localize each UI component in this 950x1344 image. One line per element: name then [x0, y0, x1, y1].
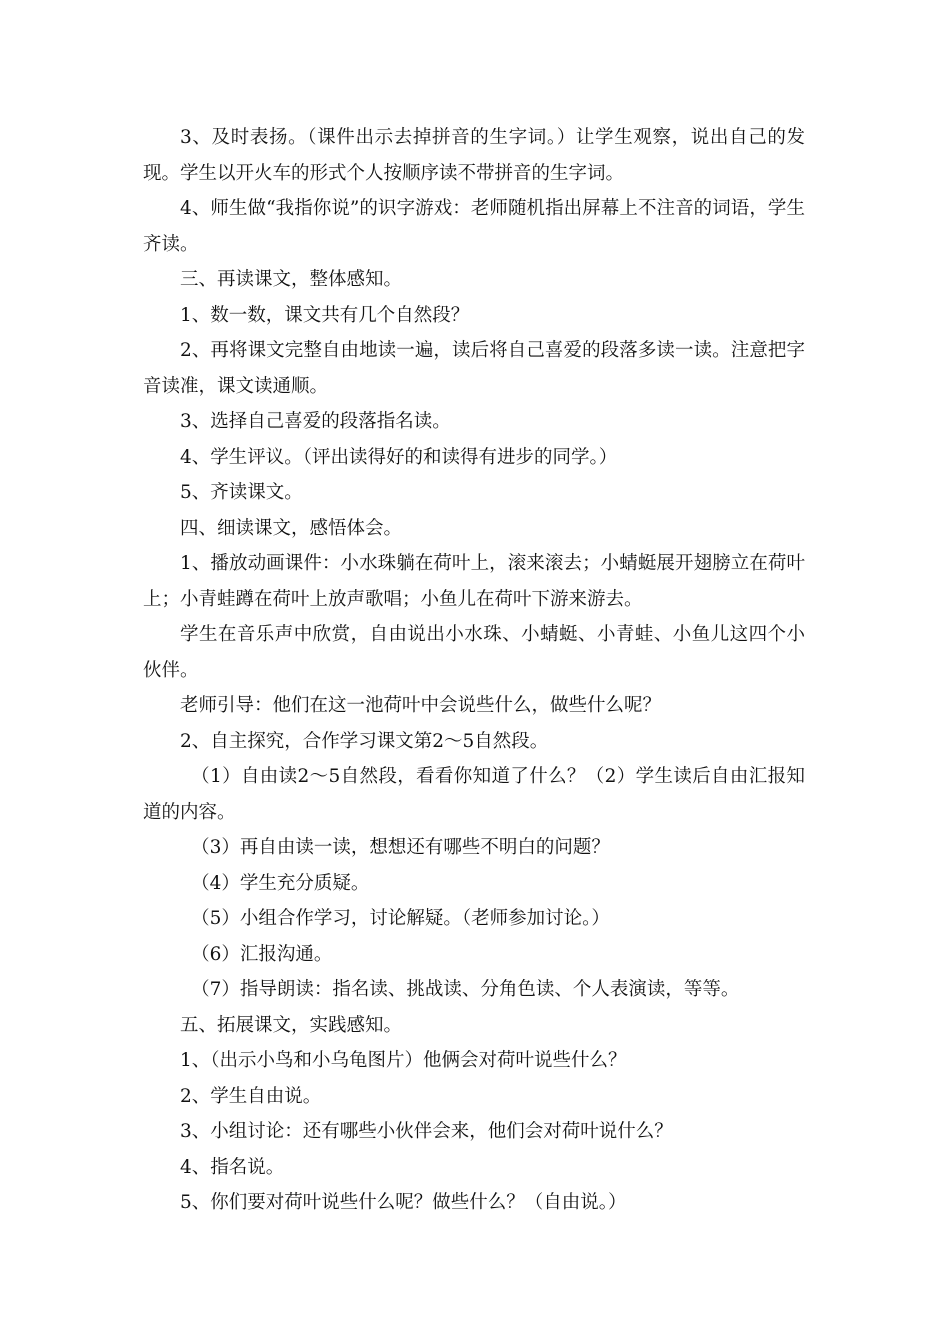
paragraph-12: 老师引导：他们在这一池荷叶中会说些什么，做些什么呢？ [180, 695, 662, 716]
section-heading-3: 三、再读课文，整体感知。 [180, 269, 403, 290]
paragraph-7: 4、学生评议。（评出读得好的和读得有进步的同学。） [180, 446, 618, 468]
sub-paragraph-19: （7）指导朗读：指名读、挑战读、分角色读、个人表演读，等等。 [191, 979, 740, 1000]
sub-paragraph-17: （5）小组合作学习，讨论解疑。（老师参加讨论。） [191, 908, 610, 929]
section-heading-4: 四、细读课文，感悟体会。 [180, 517, 403, 539]
paragraph-24: 4、指名说。 [180, 1156, 285, 1178]
paragraph-22: 2、学生自由说。 [180, 1085, 322, 1107]
paragraph-21: 1、（出示小鸟和小乌龟图片）他俩会对荷叶说些什么？ [180, 1050, 627, 1071]
paragraph-8: 5、齐读课文。 [180, 482, 303, 503]
paragraph-25: 5、你们要对荷叶说些什么呢？做些什么？（自由说。） [180, 1192, 627, 1213]
paragraph-23: 3、小组讨论：还有哪些小伙伴会来，他们会对荷叶说什么？ [180, 1121, 673, 1142]
paragraph-1: 3、及时表扬。（课件出示去掉拼音的生字词。）让学生观察，说出自己的发现。学生以开火车的形式个人按顺序读不带拼音的生字词。 [143, 127, 805, 184]
paragraph-2: 4、师生做“我指你说”的识字游戏：老师随机指出屏幕上不注音的词语，学生齐读。 [143, 198, 805, 255]
sub-paragraph-18: （6）汇报沟通。 [191, 943, 333, 965]
section-heading-5: 五、拓展课文，实践感知。 [180, 1014, 403, 1036]
sub-paragraph-14: （1）自由读2～5自然段，看看你知道了什么？（2）学生读后自由汇报知道的内容。 [143, 766, 805, 823]
paragraph-11: 学生在音乐声中欣赏，自由说出小水珠、小蜻蜓、小青蛙、小鱼儿这四个小伙伴。 [143, 624, 805, 681]
paragraph-5: 2、再将课文完整自由地读一遍，读后将自己喜爱的段落多读一读。注意把字音读准，课文读通顺。 [143, 340, 805, 397]
sub-paragraph-15: （3）再自由读一读，想想还有哪些不明白的问题？ [191, 837, 610, 858]
paragraph-13: 2、自主探究，合作学习课文第2～5自然段。 [180, 730, 549, 752]
sub-paragraph-16: （4）学生充分质疑。 [191, 872, 370, 894]
paragraph-10: 1、播放动画课件：小水珠躺在荷叶上，滚来滚去；小蜻蜓展开翅膀立在荷叶上；小青蛙蹲在荷叶上放声歌唱；小鱼儿在荷叶下游来游去。 [143, 553, 805, 610]
paragraph-6: 3、选择自己喜爱的段落指名读。 [180, 411, 451, 432]
paragraph-4: 1、数一数，课文共有几个自然段？ [180, 304, 470, 326]
document-body [143, 120, 805, 1221]
